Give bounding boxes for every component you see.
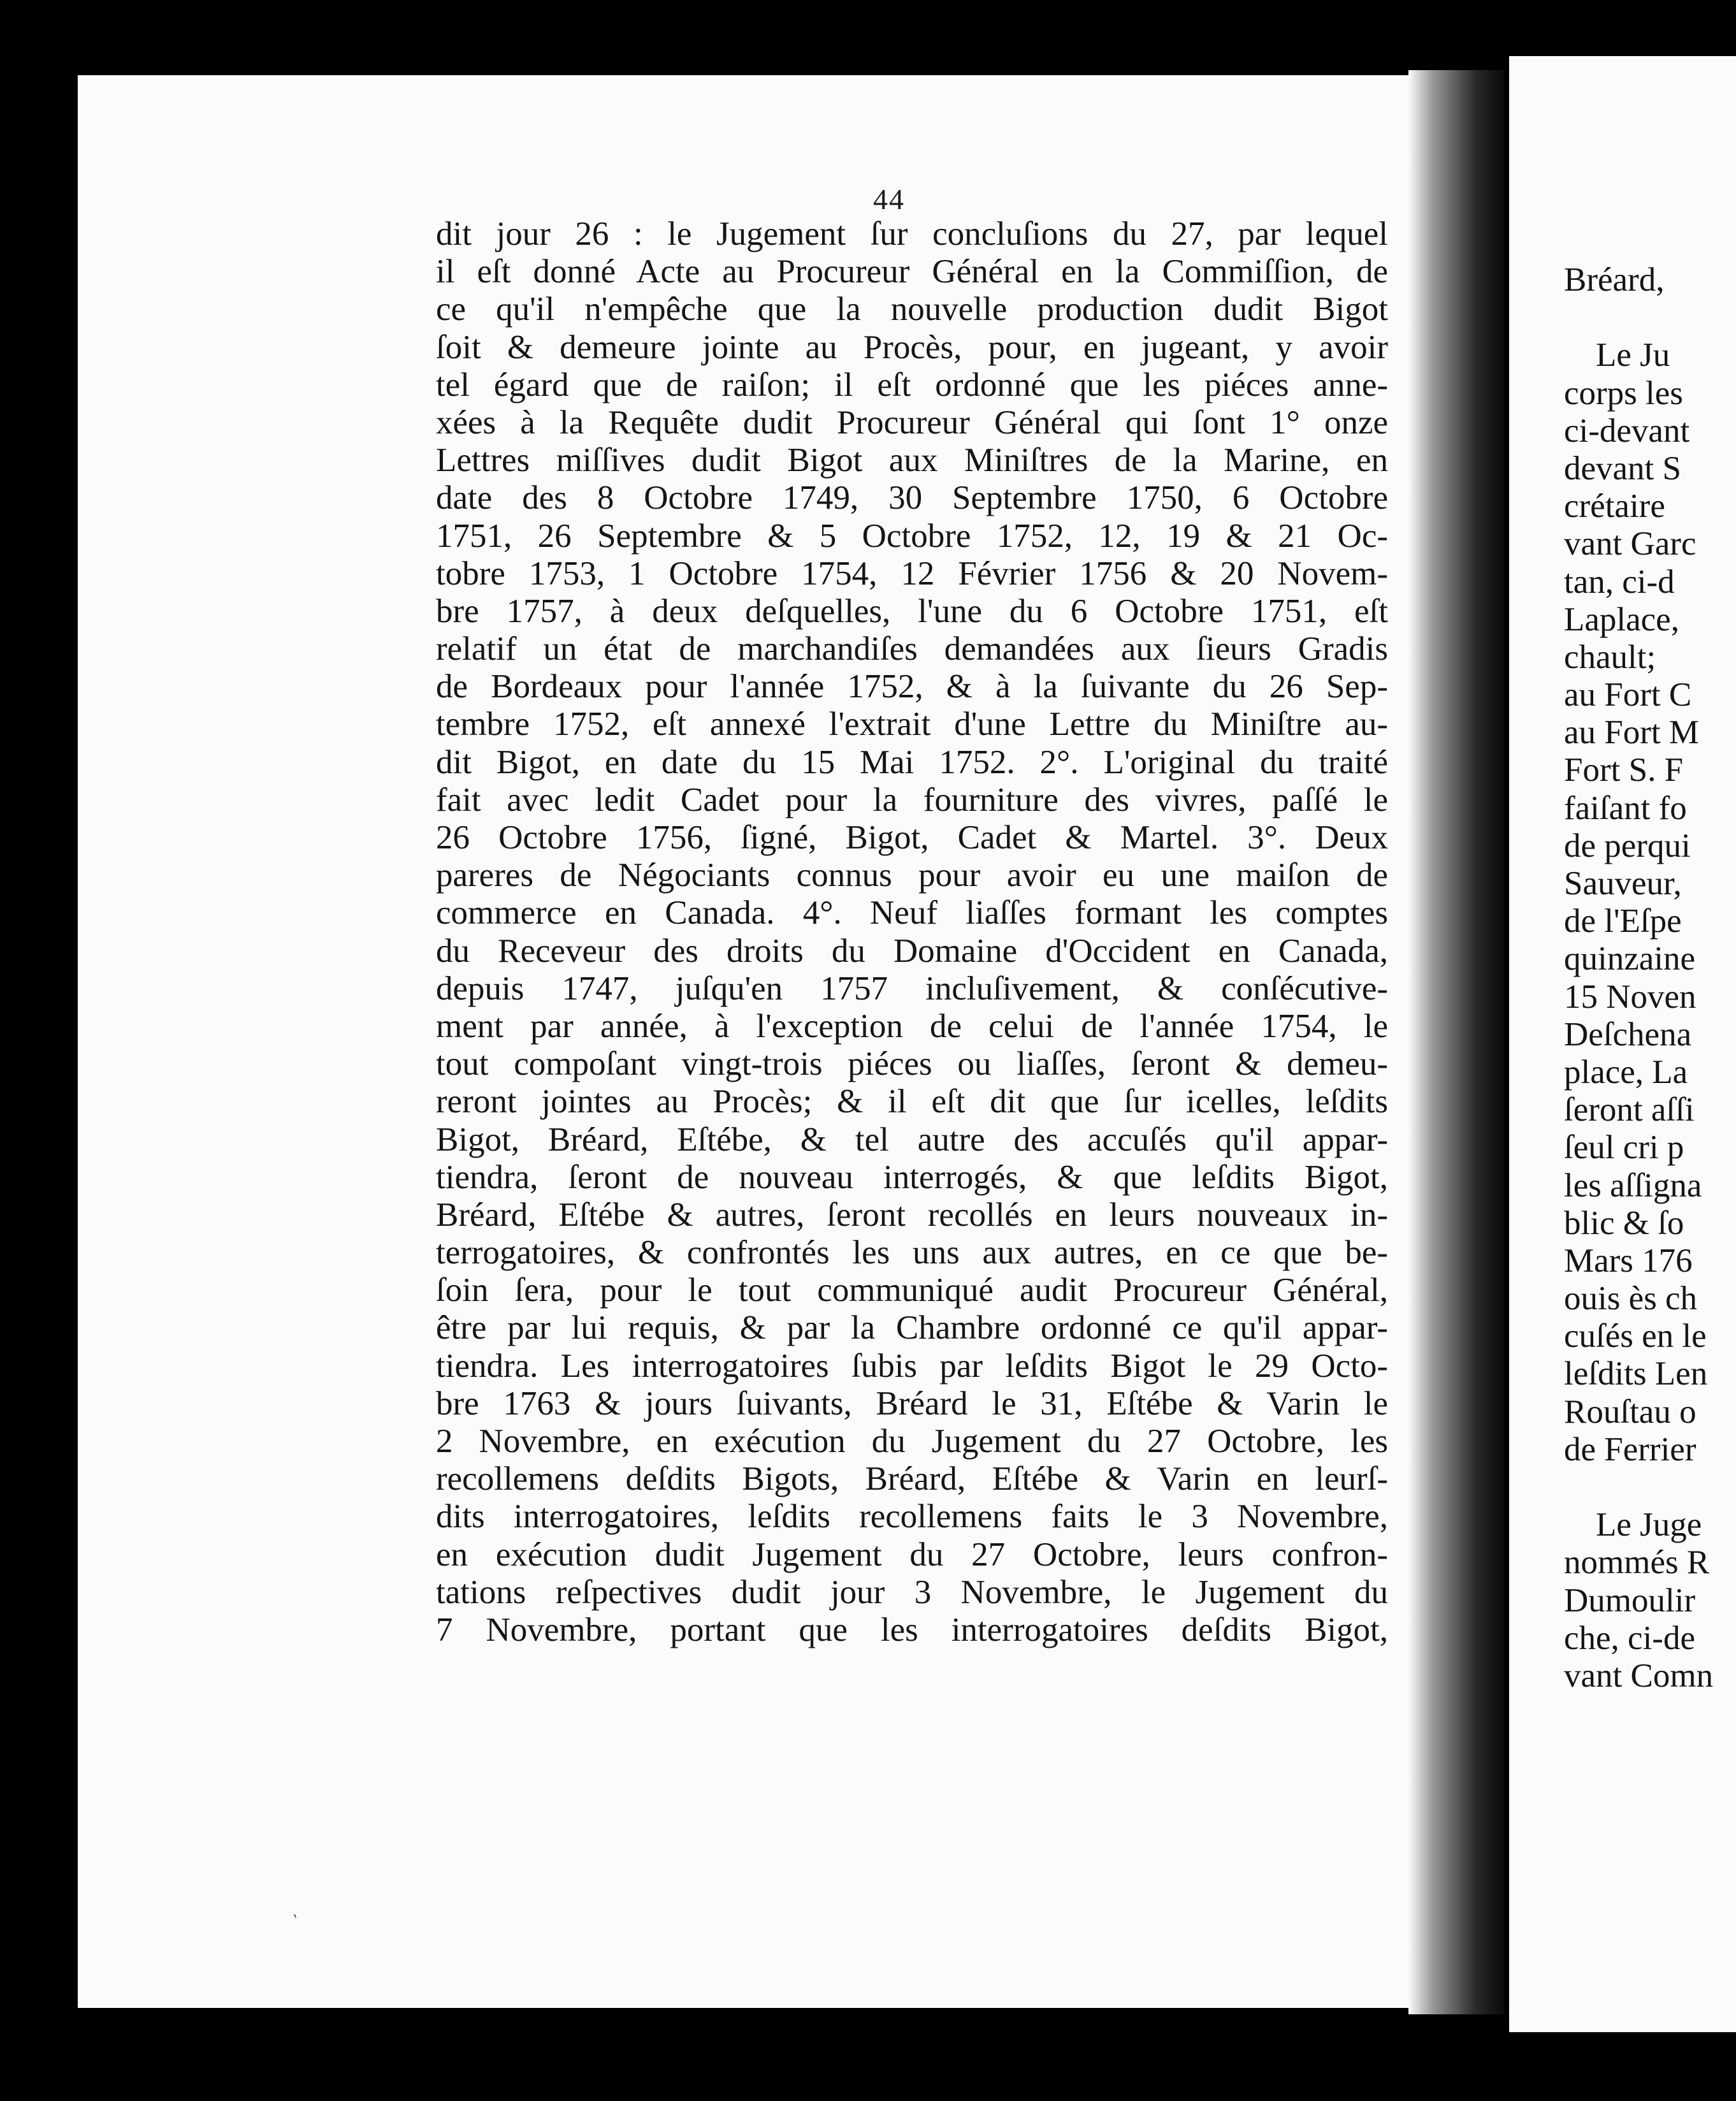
text-line: blic & ſo bbox=[1564, 1204, 1684, 1242]
text-line: Deſchena bbox=[1564, 1015, 1692, 1053]
text-line: au Fort C bbox=[1564, 676, 1692, 714]
right-page bbox=[1509, 56, 1736, 2032]
text-line: tembre 1752, eſt annexé l'extrait d'une Lettre du Miniſtre au- bbox=[436, 706, 1388, 743]
text-line: corps les bbox=[1564, 374, 1683, 412]
text-line: bre 1757, à deux deſquelles, l'une du 6 Octobre 1751, eſt bbox=[436, 592, 1388, 630]
left-page-body-text bbox=[436, 215, 1388, 1649]
text-line: faiſant fo bbox=[1564, 789, 1687, 827]
text-line: reront jointes au Procès; & il eſt dit que ſur icelles, leſdits bbox=[436, 1083, 1388, 1121]
text-line: tations reſpectives dudit jour 3 Novembre, le Jugement du bbox=[436, 1573, 1388, 1611]
text-line: pareres de Négociants connus pour avoir eu une maiſon de bbox=[436, 857, 1388, 894]
right-page-body-text bbox=[1564, 261, 1736, 1695]
text-line: 7 Novembre, portant que les interrogatoires deſdits Bigot, bbox=[436, 1611, 1388, 1648]
text-line: date des 8 Octobre 1749, 30 Septembre 1750, 6 Octobre bbox=[436, 479, 1388, 517]
text-line: ouis ès ch bbox=[1564, 1280, 1698, 1318]
text-line: Le Ju bbox=[1596, 337, 1670, 374]
text-line: Rouſtau o bbox=[1564, 1393, 1696, 1430]
text-line: fait avec ledit Cadet pour la fourniture des vivres, paſſé le bbox=[436, 781, 1388, 818]
text-line: recollemens deſdits Bigots, Bréard, Eſtébe & Varin en leurſ- bbox=[436, 1460, 1388, 1498]
text-line bbox=[1564, 299, 1736, 337]
text-line: tiendra, ſeront de nouveau interrogés, & que leſdits Bigot, bbox=[436, 1158, 1388, 1196]
text-line: de Ferrier bbox=[1564, 1430, 1696, 1468]
text-line: chault; bbox=[1564, 638, 1656, 676]
text-line: ſeront aſſi bbox=[1564, 1091, 1695, 1129]
text-line: les aſſigna bbox=[1564, 1167, 1702, 1204]
text-line: commerce en Canada. 4°. Neuf liaſſes formant les comptes bbox=[436, 894, 1388, 932]
text-line: de perqui bbox=[1564, 827, 1691, 864]
text-line: bre 1763 & jours ſuivants, Bréard le 31, Eſtébe & Varin le bbox=[436, 1385, 1388, 1422]
text-line: tiendra. Les interrogatoires ſubis par leſdits Bigot le 29 Octo- bbox=[436, 1347, 1388, 1385]
text-line: ſoin ſera, pour le tout communiqué audit Procureur Général, bbox=[436, 1272, 1388, 1309]
text-line: du Receveur des droits du Domaine d'Occident en Canada, bbox=[436, 932, 1388, 970]
text-line: Sauveur, bbox=[1564, 865, 1682, 902]
text-line: Dumoulir bbox=[1564, 1581, 1696, 1619]
text-line: che, ci-de bbox=[1564, 1619, 1695, 1657]
text-line: ci-devant bbox=[1564, 412, 1690, 449]
text-line: être par lui requis, & par la Chambre ordonné ce qu'il appar- bbox=[436, 1309, 1388, 1347]
text-line: devant S bbox=[1564, 449, 1681, 487]
text-line: Laplace, bbox=[1564, 600, 1679, 638]
text-line: tel égard que de raiſon; il eſt ordonné que les piéces anne- bbox=[436, 366, 1388, 403]
text-line: il eſt donné Acte au Procureur Général en la Commiſſion, de bbox=[436, 253, 1388, 291]
text-line: 15 Noven bbox=[1564, 978, 1696, 1015]
text-line: place, La bbox=[1564, 1053, 1688, 1091]
text-line: tobre 1753, 1 Octobre 1754, 12 Février 1756 & 20 Novem- bbox=[436, 555, 1388, 592]
text-line bbox=[1564, 1469, 1736, 1506]
text-line: tan, ci-d bbox=[1564, 563, 1675, 600]
text-line: de Bordeaux pour l'année 1752, & à la ſuivante du 26 Sep- bbox=[436, 668, 1388, 706]
gutter-shadow bbox=[1408, 70, 1504, 2014]
text-line: depuis 1747, juſqu'en 1757 incluſivement, & conſécutive- bbox=[436, 970, 1388, 1007]
text-line: en exécution dudit Jugement du 27 Octobre, leurs confron- bbox=[436, 1536, 1388, 1573]
text-line: cuſés en le bbox=[1564, 1318, 1707, 1355]
text-line: vant Garc bbox=[1564, 525, 1696, 563]
text-line: leſdits Len bbox=[1564, 1355, 1708, 1393]
text-line: Bréard, bbox=[1564, 261, 1665, 298]
text-line: vant Comn bbox=[1564, 1657, 1714, 1694]
text-line: terrogatoires, & confrontés les uns aux autres, en ce que be- bbox=[436, 1234, 1388, 1272]
stray-ink-mark: ` bbox=[285, 1910, 300, 1933]
text-line: Lettres miſſives dudit Bigot aux Miniſtres de la Marine, en bbox=[436, 442, 1388, 479]
page-number: 44 bbox=[873, 183, 905, 215]
text-line: ſoit & demeure jointe au Procès, pour, en jugeant, y avoir bbox=[436, 328, 1388, 366]
text-line: dit Bigot, en date du 15 Mai 1752. 2°. L'original du traité bbox=[436, 743, 1388, 781]
text-line: Bréard, Eſtébe & autres, ſeront recollés en leurs nouveaux in- bbox=[436, 1196, 1388, 1233]
text-line: ment par année, à l'exception de celui de l'année 1754, le bbox=[436, 1007, 1388, 1045]
text-line: au Fort M bbox=[1564, 714, 1699, 752]
text-line: quinzaine bbox=[1564, 940, 1696, 978]
text-line: Fort S. F bbox=[1564, 752, 1684, 789]
text-line: dits interrogatoires, leſdits recollemens faits le 3 Novembre, bbox=[436, 1498, 1388, 1536]
text-line: dit jour 26 : le Jugement ſur concluſions du 27, par lequel bbox=[436, 215, 1388, 252]
text-line: Bigot, Bréard, Eſtébe, & tel autre des accuſés qu'il appar- bbox=[436, 1121, 1388, 1158]
text-line: Mars 176 bbox=[1564, 1242, 1693, 1279]
text-line: crétaire bbox=[1564, 488, 1665, 525]
text-line: 1751, 26 Septembre & 5 Octobre 1752, 12, 19 & 21 Oc- bbox=[436, 517, 1388, 555]
text-line: relatif un état de marchandiſes demandées aux ſieurs Gradis bbox=[436, 630, 1388, 668]
text-line: Le Juge bbox=[1596, 1506, 1702, 1544]
text-line: de l'Eſpe bbox=[1564, 903, 1682, 940]
text-line: nommés R bbox=[1564, 1544, 1710, 1581]
text-line: tout compoſant vingt-trois piéces ou liaſſes, ſeront & demeu- bbox=[436, 1045, 1388, 1083]
text-line: 26 Octobre 1756, ſigné, Bigot, Cadet & Martel. 3°. Deux bbox=[436, 819, 1388, 856]
text-line: ſeul cri p bbox=[1564, 1129, 1684, 1167]
text-line: ce qu'il n'empêche que la nouvelle production dudit Bigot bbox=[436, 291, 1388, 328]
text-line: 2 Novembre, en exécution du Jugement du 27 Octobre, les bbox=[436, 1423, 1388, 1460]
text-line: xées à la Requête dudit Procureur Général qui ſont 1° onze bbox=[436, 403, 1388, 441]
